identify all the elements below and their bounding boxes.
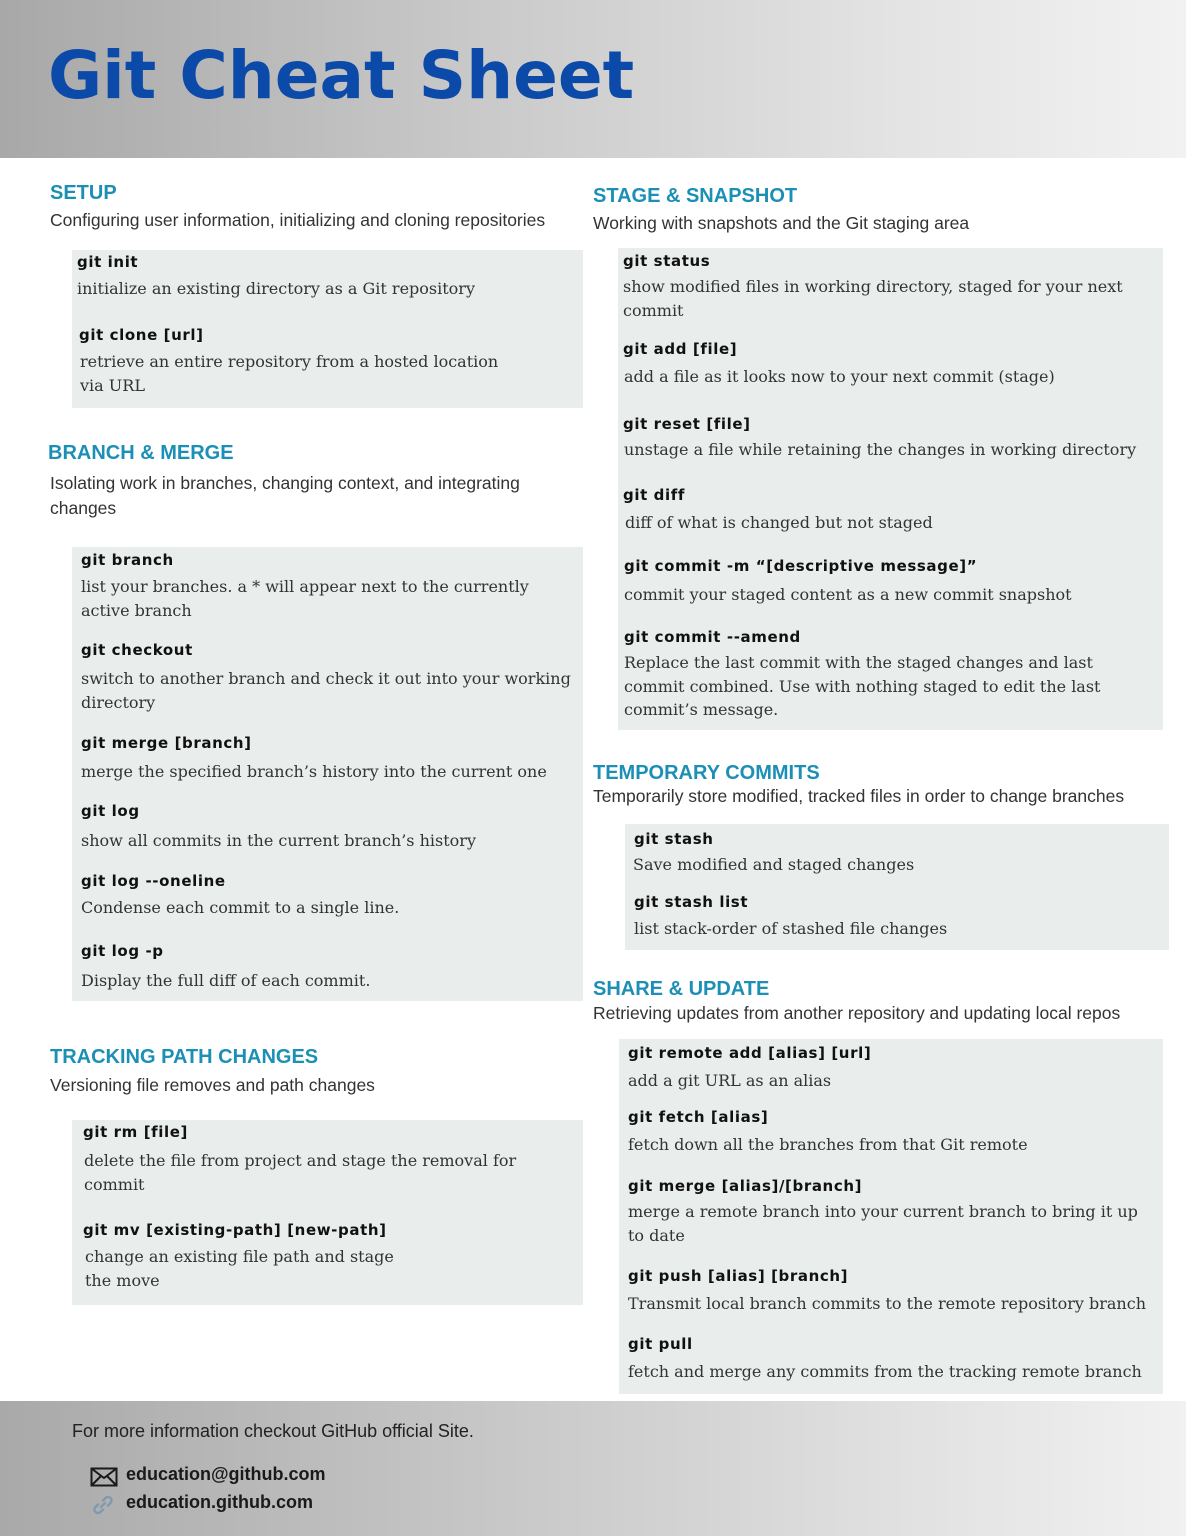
command-desc: merge the specified branch’s history into the current one (81, 762, 547, 781)
command-desc: show modified files in working directory, staged for your next commit (623, 277, 1123, 320)
footer-note: For more information checkout GitHub official Site. (72, 1421, 474, 1441)
envelope-icon (90, 1467, 118, 1487)
command-desc: retrieve an entire repository from a hosted location via URL (80, 352, 499, 395)
command-git-log-p: git log -p (81, 942, 164, 960)
command-desc: initialize an existing directory as a Git repository (77, 279, 475, 298)
section-desc-branch-merge: Isolating work in branches, changing context, and integrating changes (50, 473, 520, 518)
section-desc-temporary: Temporarily store modified, tracked files in order to change branches (593, 786, 1125, 806)
command-git-clone: git clone [url] (79, 326, 204, 344)
section-desc-share-update: Retrieving updates from another repository and updating local repos (593, 1003, 1121, 1023)
command-git-push: git push [alias] [branch] (628, 1267, 849, 1285)
website-link[interactable]: education.github.com (126, 1492, 313, 1512)
command-git-remote-add: git remote add [alias] [url] (628, 1044, 872, 1062)
command-git-stash-list: git stash list (634, 893, 749, 911)
section-desc-setup: Configuring user information, initializing and cloning repositories (50, 210, 546, 230)
command-desc: Save modified and staged changes (633, 855, 915, 874)
section-title-temporary: TEMPORARY COMMITS (593, 762, 820, 784)
command-desc: delete the file from project and stage the removal for commit (84, 1151, 517, 1194)
command-git-log-oneline: git log --oneline (81, 872, 226, 890)
command-git-fetch: git fetch [alias] (628, 1108, 769, 1126)
section-desc-tracking: Versioning file removes and path changes (50, 1075, 375, 1095)
command-git-merge: git merge [branch] (81, 734, 252, 752)
command-git-checkout: git checkout (81, 641, 193, 659)
email-link[interactable]: education@github.com (126, 1464, 326, 1484)
command-git-pull: git pull (628, 1335, 693, 1353)
command-git-init: git init (77, 253, 139, 271)
command-desc: fetch and merge any commits from the tracking remote branch (628, 1362, 1142, 1381)
command-desc: switch to another branch and check it out into your working directory (81, 669, 571, 712)
command-desc: diff of what is changed but not staged (625, 513, 933, 532)
page-title: Git Cheat Sheet (48, 37, 635, 114)
command-git-commit-amend: git commit --amend (624, 628, 801, 646)
section-title-share-update: SHARE & UPDATE (593, 978, 770, 1000)
command-git-mv: git mv [existing-path] [new-path] (83, 1221, 387, 1239)
command-git-commit-m: git commit -m “[descriptive message]” (624, 557, 978, 575)
command-git-status: git status (623, 252, 711, 270)
command-git-branch: git branch (81, 551, 174, 569)
command-desc: Condense each commit to a single line. (81, 898, 400, 917)
link-icon (92, 1494, 114, 1516)
section-title-tracking: TRACKING PATH CHANGES (50, 1046, 319, 1068)
command-git-rm: git rm [file] (83, 1123, 189, 1141)
command-desc: list your branches. a * will appear next to the currently active branch (81, 577, 529, 620)
command-desc: merge a remote branch into your current branch to bring it up to date (628, 1202, 1138, 1245)
section-desc-stage-snapshot: Working with snapshots and the Git staging area (593, 213, 970, 233)
section-title-stage-snapshot: STAGE & SNAPSHOT (593, 185, 798, 207)
command-desc: Replace the last commit with the staged changes and last commit combined. Use with nothing staged to edit the last commit’s message. (624, 653, 1101, 719)
command-git-log: git log (81, 802, 140, 820)
command-git-diff: git diff (623, 486, 686, 504)
command-git-merge-remote: git merge [alias]/[branch] (628, 1177, 863, 1195)
command-git-reset: git reset [file] (623, 415, 751, 433)
command-desc: show all commits in the current branch’s history (81, 831, 476, 850)
command-desc: add a git URL as an alias (628, 1071, 832, 1090)
section-title-setup: SETUP (50, 182, 117, 204)
command-desc: unstage a file while retaining the changes in working directory (624, 440, 1137, 459)
section-title-branch-merge: BRANCH & MERGE (48, 442, 234, 464)
command-desc: change an existing file path and stage the move (85, 1247, 394, 1290)
command-desc: Display the full diff of each commit. (81, 971, 371, 990)
command-git-add: git add [file] (623, 340, 738, 358)
command-desc: commit your staged content as a new commit snapshot (624, 585, 1072, 604)
command-desc: list stack-order of stashed file changes (634, 919, 948, 938)
command-desc: fetch down all the branches from that Git remote (628, 1135, 1028, 1154)
command-git-stash: git stash (634, 830, 714, 848)
command-desc: Transmit local branch commits to the remote repository branch (628, 1294, 1146, 1313)
command-desc: add a file as it looks now to your next commit (stage) (624, 367, 1055, 386)
